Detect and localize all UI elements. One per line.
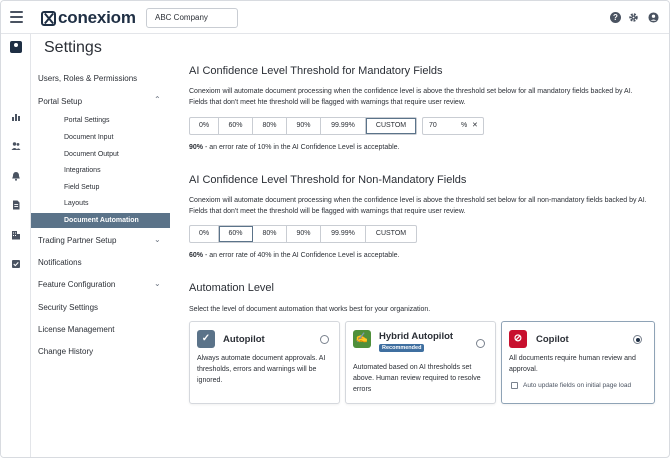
chevron-down-icon[interactable]: ⌄ xyxy=(154,279,161,288)
autopilot-description: Always automate document approvals. AI thresholds, errors and warnings will be ignored. xyxy=(197,355,326,384)
nav-portal-settings[interactable]: Portal Settings xyxy=(64,117,110,124)
contact-card-icon[interactable] xyxy=(10,41,22,53)
menu-icon[interactable] xyxy=(10,11,23,23)
nav-trading-partner[interactable]: Trading Partner Setup xyxy=(38,236,117,245)
non-mandatory-description: Conexiom will automate document processing when the confidence level is above the threshold set below for all non-mandatory fields backed by AI. Fields that don't meet the threshold will be flagged with warnings that require user review. xyxy=(189,197,647,215)
threshold-option-99-99[interactable]: 99.99% xyxy=(321,118,366,134)
top-bar xyxy=(1,1,670,34)
nav-security-settings[interactable]: Security Settings xyxy=(38,303,99,312)
threshold-option-0[interactable]: 0% xyxy=(190,118,219,134)
nav-license-management[interactable]: License Management xyxy=(38,325,115,334)
thumbs-up-icon: ✍ xyxy=(353,330,371,348)
hybrid-autopilot-card[interactable] xyxy=(345,321,496,404)
nav-portal-setup[interactable]: Portal Setup xyxy=(38,97,83,106)
recommended-badge: Recommended xyxy=(379,344,424,352)
non-mandatory-threshold-selector xyxy=(189,225,417,243)
threshold-option-custom[interactable]: CUSTOM xyxy=(375,230,407,237)
no-entry-icon: ⊘ xyxy=(509,330,527,348)
nav-notifications[interactable]: Notifications xyxy=(38,258,82,267)
conexiom-logo-icon xyxy=(41,11,56,26)
auto-update-checkbox[interactable] xyxy=(511,382,518,389)
brand-name: conexiom xyxy=(58,8,136,27)
autopilot-title: Autopilot xyxy=(223,334,265,345)
copilot-description: All documents require human review and approval. xyxy=(509,355,636,373)
nav-layouts[interactable]: Layouts xyxy=(64,200,89,207)
threshold-option-0[interactable]: 0% xyxy=(190,226,219,242)
non-mandatory-note xyxy=(189,252,400,259)
non-mandatory-note-value: 60% xyxy=(189,252,204,259)
nav-field-setup[interactable]: Field Setup xyxy=(64,184,100,191)
auto-update-label[interactable]: Auto update fields on initial page load xyxy=(523,382,632,389)
brand-logo[interactable] xyxy=(41,8,136,28)
autopilot-card[interactable] xyxy=(189,321,340,404)
chevron-down-icon[interactable]: ⌄ xyxy=(154,235,161,244)
nav-users-roles[interactable]: Users, Roles & Permissions xyxy=(38,74,138,83)
mandatory-note-text: - an error rate of 10% in the AI Confidence Level is acceptable. xyxy=(203,144,400,151)
nav-feature-configuration[interactable]: Feature Configuration xyxy=(38,280,116,289)
threshold-option-60[interactable]: 60% xyxy=(219,118,253,134)
gear-icon[interactable] xyxy=(628,12,639,23)
copilot-radio[interactable] xyxy=(633,335,642,344)
threshold-option-80[interactable]: 80% xyxy=(253,226,287,242)
chevron-up-icon[interactable]: ⌃ xyxy=(154,95,161,104)
icon-rail xyxy=(1,34,31,458)
threshold-option-90[interactable]: 90% xyxy=(287,118,321,134)
bar-chart-icon[interactable] xyxy=(11,112,21,122)
clear-icon[interactable]: ✕ xyxy=(472,122,478,129)
automation-description: Select the level of document automation that works best for your organization. xyxy=(189,306,431,313)
page-title: Settings xyxy=(44,39,102,56)
hybrid-autopilot-radio[interactable] xyxy=(476,339,485,348)
autopilot-radio[interactable] xyxy=(320,335,329,344)
threshold-option-60[interactable]: 60% xyxy=(219,226,253,242)
non-mandatory-section-title: AI Confidence Level Threshold for Non-Mandatory Fields xyxy=(189,174,467,186)
nav-change-history[interactable]: Change History xyxy=(38,347,94,356)
nav-document-automation[interactable]: Document Automation xyxy=(31,213,170,228)
mandatory-threshold-selector xyxy=(189,117,417,135)
custom-threshold-input[interactable] xyxy=(422,117,484,135)
nav-document-output[interactable]: Document Output xyxy=(64,151,119,158)
nav-integrations[interactable]: Integrations xyxy=(64,167,101,174)
bell-icon[interactable] xyxy=(11,171,21,181)
user-account-icon[interactable] xyxy=(648,12,659,23)
nav-document-input[interactable]: Document Input xyxy=(64,134,114,141)
autopilot-icon: ✓ xyxy=(197,330,215,348)
mandatory-note xyxy=(189,144,400,151)
percent-unit: % xyxy=(461,122,468,129)
copilot-card[interactable] xyxy=(501,321,655,404)
checklist-icon[interactable] xyxy=(11,259,21,269)
threshold-option-custom[interactable]: CUSTOM xyxy=(366,118,416,134)
threshold-option-99-99[interactable]: 99.99% xyxy=(321,226,366,242)
mandatory-note-value: 90% xyxy=(189,144,204,151)
non-mandatory-note-text: - an error rate of 40% in the AI Confidence Level is acceptable. xyxy=(203,252,400,259)
mandatory-section-title: AI Confidence Level Threshold for Mandatory Fields xyxy=(189,65,443,77)
hybrid-autopilot-title: Hybrid Autopilot xyxy=(379,331,454,342)
document-icon[interactable] xyxy=(11,200,21,210)
building-icon[interactable] xyxy=(11,230,21,240)
company-selector[interactable]: ABC Company xyxy=(146,8,238,28)
custom-threshold-value: 70 xyxy=(429,122,437,129)
people-icon[interactable] xyxy=(11,141,21,151)
hybrid-autopilot-description: Automated based on AI thresholds set above. Human review required to resolve errors xyxy=(353,364,481,393)
mandatory-description: Conexiom will automate document processing when the confidence level is above the threshold set below for all mandatory fields backed by AI. Fields that don't meet hte threshold will be flagged with warnings that require user review. xyxy=(189,88,633,106)
help-icon[interactable]: ? xyxy=(610,12,621,23)
automation-section-title: Automation Level xyxy=(189,282,274,294)
threshold-option-80[interactable]: 80% xyxy=(253,118,287,134)
copilot-title: Copilot xyxy=(536,334,569,345)
threshold-option-90[interactable]: 90% xyxy=(287,226,321,242)
